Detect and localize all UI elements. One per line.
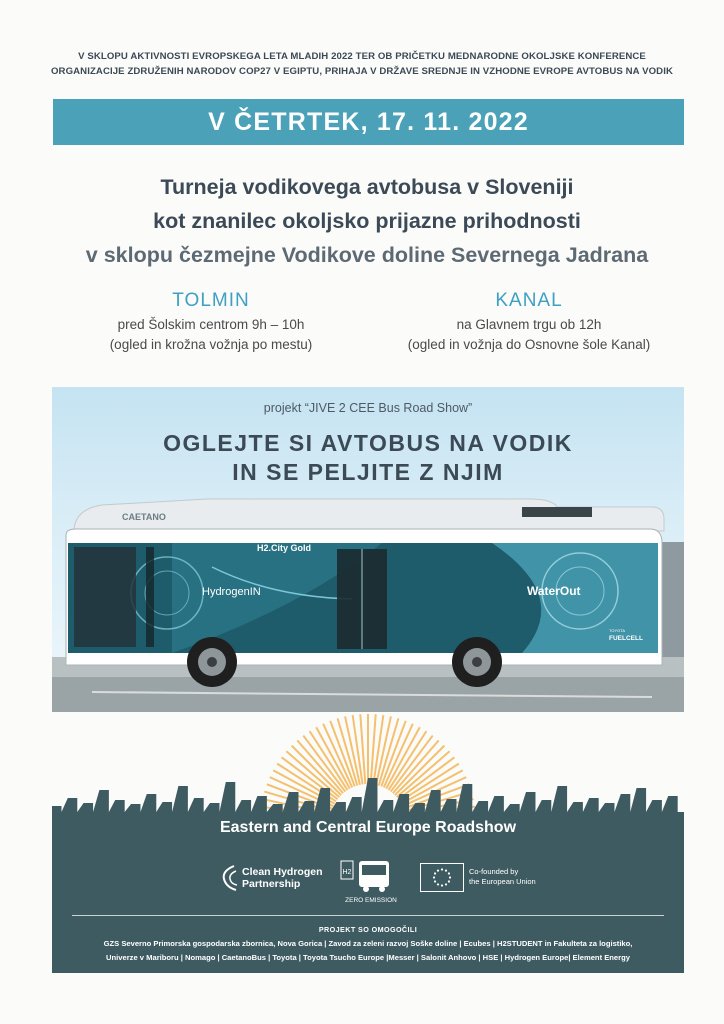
eu-star: [434, 872, 436, 874]
eu-flag-icon: [420, 863, 464, 892]
sponsors-line-2: Univerze v Mariboru | Nomago | CaetanoBus | Toyota | Toyota Tsucho Europe |Messer | Salonit Anhovo | HSE | Hydrogen Europe| Element Energy: [106, 953, 630, 962]
bus-model: H2.City Gold: [257, 543, 312, 553]
eu-star: [437, 883, 439, 885]
bus-fuelcell-brand: TOYOTA: [609, 628, 626, 633]
location-tolmin: [80, 287, 342, 355]
eu-star: [441, 884, 443, 886]
poster-title-line-1: OGLEJTE SI AVTOBUS NA VODIK: [163, 430, 573, 456]
poster-title: [52, 429, 684, 487]
intro-text: [50, 49, 674, 79]
poster-title-line-2: IN SE PELJITE Z NJIM: [232, 459, 504, 485]
eu-star: [448, 880, 450, 882]
chp-line-2: Partnership: [242, 878, 301, 890]
location-place: na Glavnem trgu ob 12h: [456, 317, 602, 332]
footer-divider: [72, 915, 664, 916]
eu-line-1: Co-founded by: [469, 867, 519, 876]
location-city: KANAL: [495, 290, 563, 311]
date-text: V ČETRTEK, 17. 11. 2022: [208, 107, 529, 136]
bus-hydrogen-in: HydrogenIN: [202, 586, 261, 598]
location-note: (ogled in vožnja do Osnovne šole Kanal): [407, 337, 651, 352]
location-city: TOLMIN: [172, 290, 250, 311]
clean-hydrogen-text: [242, 866, 323, 890]
zero-emission-label: ZERO EMISSION: [345, 897, 397, 904]
clean-hydrogen-logo-icon: [220, 863, 240, 893]
headline-line-3: v sklopu čezmejne Vodikove doline Severnega Jadrana: [85, 243, 649, 267]
eu-line-2: the European Union: [469, 877, 536, 886]
eu-star: [448, 872, 450, 874]
project-label: projekt “JIVE 2 CEE Bus Road Show”: [263, 401, 473, 415]
eu-stars-icon: [421, 864, 463, 891]
sponsors-line-1: GZS Severno Primorska gospodarska zbornica, Nova Gorica | Zavod za zeleni razvoj Soške doline | Ecubes | H2STUDENT in Fakulteta za logistiko,: [103, 939, 633, 948]
zero-emission-bus-icon: [339, 857, 403, 897]
sponsors-heading: PROJEKT SO OMOGOČILI: [318, 925, 418, 934]
bus-fuelcell: FUELCELL: [609, 635, 643, 642]
roadshow-title: Eastern and Central Europe Roadshow: [219, 819, 517, 836]
city-skyline: [52, 778, 684, 822]
eu-star: [449, 876, 451, 878]
chp-line-1: Clean Hydrogen: [242, 866, 323, 878]
eu-star: [445, 869, 447, 871]
bus-brand: CAETANO: [122, 512, 166, 522]
sponsors-block: [62, 923, 674, 965]
eu-cofunded-text: [469, 867, 536, 887]
headline: [30, 170, 704, 272]
h2-label: H2: [342, 869, 352, 876]
sunburst-skyline: [52, 712, 684, 822]
eu-star: [445, 883, 447, 885]
bus-water-out: WaterOut: [527, 584, 581, 598]
location-note: (ogled in krožna vožnja po mestu): [109, 337, 313, 352]
eu-star: [437, 869, 439, 871]
date-banner: [53, 99, 684, 145]
eu-star: [434, 880, 436, 882]
hydrogen-bus-illustration: [52, 487, 684, 712]
intro-line-2: ORGANIZACIJE ZDRUŽENIH NARODOV COP27 V EGIPTU, PRIHAJA V DRŽAVE SREDNJE IN VZHODNE EVROPE AVTOBUS NA VODIK: [50, 66, 673, 77]
location-kanal: [384, 287, 674, 355]
eu-star: [433, 876, 435, 878]
headline-line-2: kot znanilec okoljsko prijazne prihodnosti: [153, 209, 581, 233]
intro-line-1: V SKLOPU AKTIVNOSTI EVROPSKEGA LETA MLADIH 2022 TER OB PRIČETKU MEDNARODNE OKOLJSKE KONFERENCE: [78, 51, 646, 62]
eu-star: [441, 868, 443, 870]
headline-line-1: Turneja vodikovega avtobusa v Sloveniji: [160, 175, 574, 199]
partner-logos: [52, 857, 684, 927]
location-place: pred Šolskim centrom 9h – 10h: [117, 317, 305, 332]
poster-image: [52, 387, 684, 973]
